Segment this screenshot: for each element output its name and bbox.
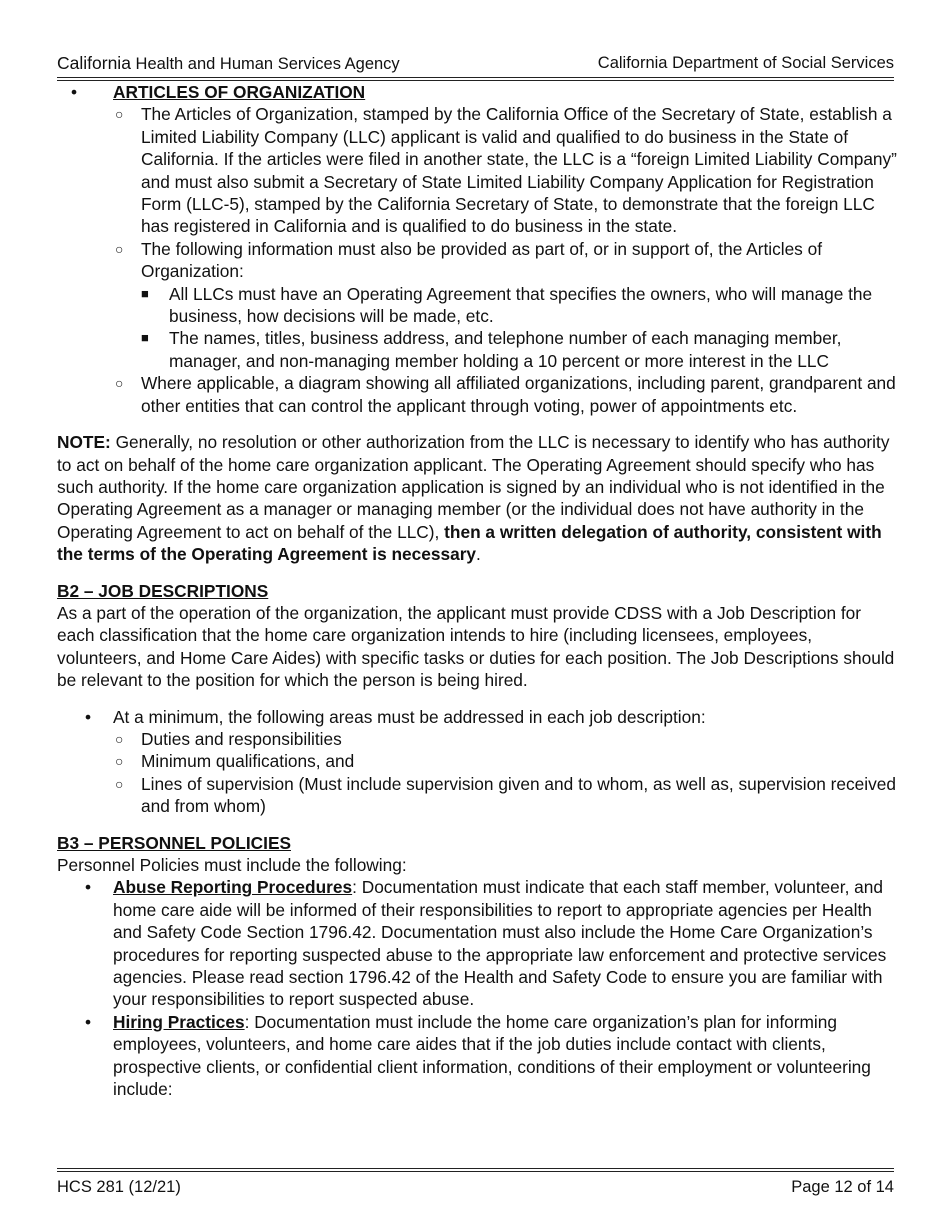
- b3-abuse-item: [57, 876, 897, 1010]
- articles-heading-item: [57, 81, 897, 103]
- square-bullet-icon: ■: [141, 285, 149, 301]
- footer-rule-bottom: [57, 1171, 894, 1172]
- note-end: .: [476, 544, 481, 565]
- document-body: [57, 81, 897, 1100]
- articles-heading: ARTICLES OF ORGANIZATION: [113, 82, 366, 102]
- bullet-icon: •: [85, 1011, 92, 1032]
- circle-bullet-icon: ○: [115, 753, 124, 770]
- header-rule-top: [57, 77, 894, 78]
- agency-name-california: California: [57, 53, 131, 73]
- circle-bullet-icon: ○: [115, 240, 124, 257]
- hiring-practices-text: : Documentation must include the home care organization’s plan for informing employees, volunteers, and home care aides that if the job duties include contact with clients, prospective clients, or confidential client information, conditions of their employment or volunteering include:: [113, 1011, 871, 1100]
- articles-item-1-text: The Articles of Organization, stamped by the California Office of the Secretary of State, establish a Limited Liability Company (LLC) applicant is valid and qualified to do business in the State of California. If the articles were filed in another state, the LLC is a “foreign Limited Liability Company” and must also submit a Secretary of State Limited Liability Company Application for Registration Form (LLC-5), stamped by the California Secretary of State, to demonstrate that the foreign LLC has registered in California and is qualified to do business in the state.: [141, 104, 897, 237]
- note-paragraph: [57, 431, 897, 565]
- form-number: HCS 281 (12/21): [57, 1178, 181, 1196]
- note-bold-text: then a written delegation of authority, consistent with the terms of the Operating Agreement is necessary: [57, 521, 882, 565]
- square-bullet-icon: ■: [141, 330, 149, 346]
- b3-heading: B3 – PERSONNEL POLICIES: [57, 832, 291, 853]
- articles-subitem-2-text: The names, titles, business address, and telephone number of each managing member, manager, and non-managing member holding a 10 percent or more interest in the LLC: [169, 328, 842, 371]
- articles-item-3-text: Where applicable, a diagram showing all affiliated organizations, including parent, grandparent and other entities that can control the applicant through voting, power of appointments etc.: [141, 373, 896, 416]
- articles-item-2: [57, 238, 897, 283]
- bullet-icon: •: [85, 877, 92, 898]
- b2-heading: B2 – JOB DESCRIPTIONS: [57, 580, 269, 601]
- list-item: [57, 750, 897, 772]
- circle-bullet-icon: ○: [115, 775, 124, 792]
- hiring-practices-label: Hiring Practices: [113, 1011, 245, 1032]
- b3-intro: Personnel Policies must include the following:: [57, 855, 407, 875]
- articles-subitem-1: [57, 283, 897, 328]
- page-footer: [57, 1176, 894, 1198]
- b2-item-duties: Duties and responsibilities: [141, 728, 342, 749]
- b2-item-qualifications: Minimum qualifications, and: [141, 751, 355, 772]
- circle-bullet-icon: ○: [115, 106, 124, 123]
- page-number: Page 12 of 14: [791, 1178, 894, 1196]
- footer-rule-top: [57, 1168, 894, 1169]
- department-name: California Department of Social Services: [597, 54, 894, 72]
- b2-item-supervision: Lines of supervision (Must include supervision given and to whom, as well as, supervision received and from whom): [141, 773, 896, 817]
- articles-subitem-2: [57, 327, 897, 372]
- articles-item-3: [57, 372, 897, 417]
- circle-bullet-icon: ○: [115, 730, 124, 747]
- bullet-icon: •: [85, 706, 92, 727]
- abuse-reporting-text: : Documentation must indicate that each staff member, volunteer, and home care aide will be informed of their responsibilities to report to appropriate agencies per Health and Safety Code Section 1796.42. Documentation must also include the Home Care Organization’s procedures for reporting suspected abuse to the appropriate law enforcement and protective services agencies. Please read section 1796.42 of the Health and Safety Code to ensure you are familiar with your responsibilities to report suspected abuse.: [113, 877, 887, 1010]
- abuse-reporting-label: Abuse Reporting Procedures: [113, 877, 353, 898]
- articles-subitem-1-text: All LLCs must have an Operating Agreement that specifies the owners, who will manage the business, how decisions will be made, etc.: [169, 283, 873, 327]
- note-text: Generally, no resolution or other authorization from the LLC is necessary to identify who has authority to act on behalf of the home care organization applicant. The Operating Agreement should specify who has such authority. If the home care organization application is signed by an individual who is not identified in the Operating Agreement as a manager or managing member (or the individual does not have authority in the Operating Agreement to act on behalf of the LLC),: [57, 432, 890, 542]
- articles-item-1: [57, 103, 897, 237]
- list-item: [57, 728, 897, 750]
- note-label: NOTE:: [57, 432, 111, 453]
- b2-bullet: [57, 706, 897, 728]
- articles-item-2-text: The following information must also be provided as part of, or in support of, the Articles of Organization:: [141, 238, 823, 282]
- b2-bullet-text: At a minimum, the following areas must be addressed in each job description:: [113, 706, 706, 727]
- b2-intro: As a part of the operation of the organization, the applicant must provide CDSS with a Job Description for each classification that the home care organization intends to hire (including licensees, employees, volunteers, and Home Care Aides) with specific tasks or duties for each position. The Job Descriptions should be relevant to the position for which the person is being hired.: [57, 602, 895, 691]
- list-item: [57, 773, 897, 818]
- circle-bullet-icon: ○: [115, 375, 124, 392]
- bullet-icon: •: [71, 82, 78, 102]
- agency-name-rest: Health and Human Services Agency: [130, 55, 400, 73]
- b3-hiring-item: [57, 1011, 897, 1101]
- page-header: [57, 52, 894, 76]
- agency-name: [57, 52, 400, 75]
